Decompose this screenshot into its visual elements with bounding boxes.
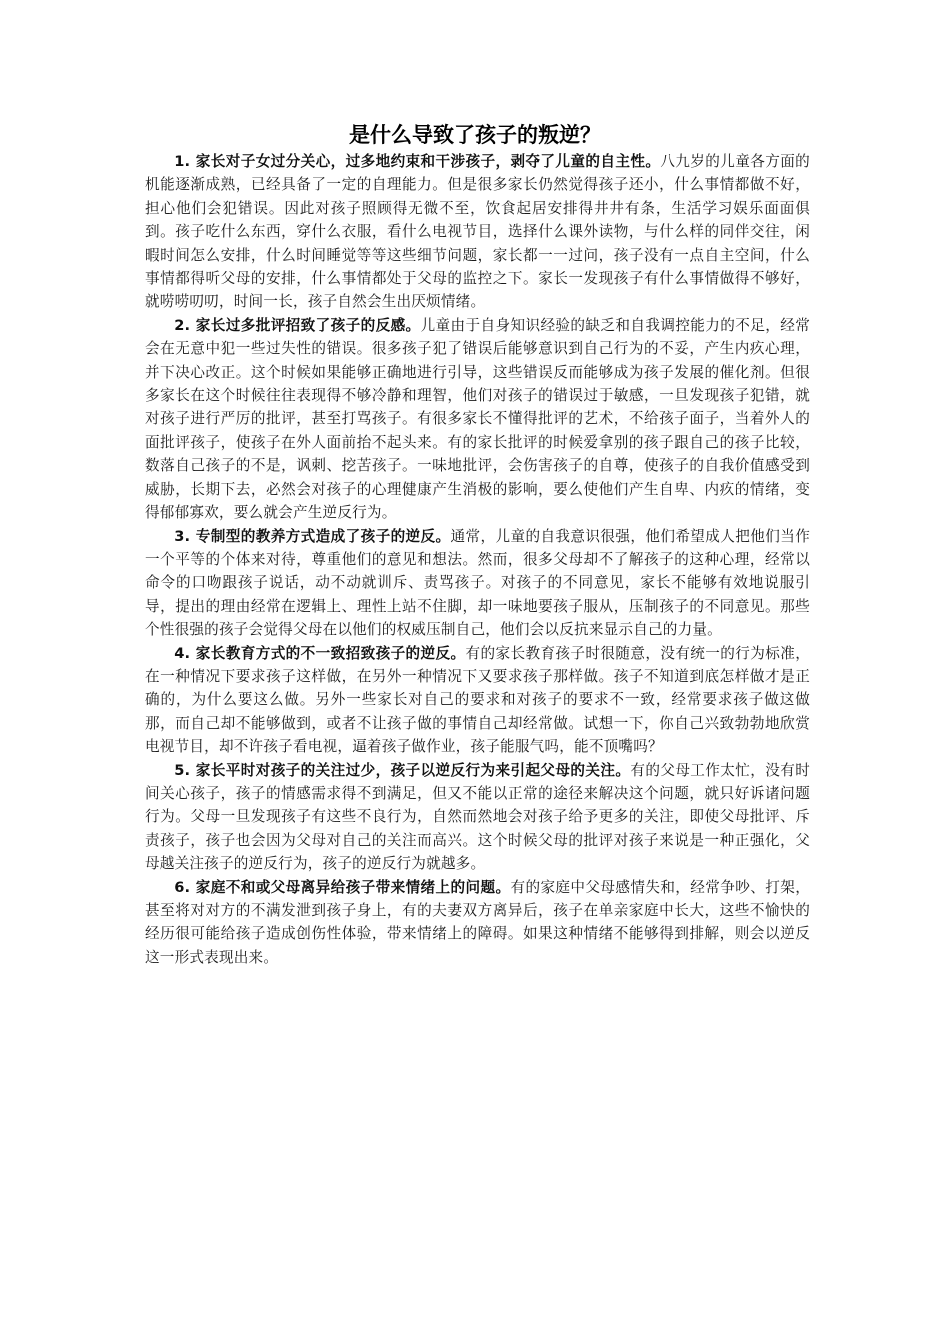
- paragraph-5-text: 有的父母工作太忙，没有时间关心孩子，孩子的情感需求得不到满足，但又不能以正常的途径来解决这个问题，就只好诉诸问题行为。父母一旦发现孩子有这些不良行为，自然而然地会对孩子给予更多的关注，即使父母批评、斥责孩子，孩子也会因为父母对自己的关注而高兴。这个时候父母的批评对孩子来说是一种正强化，父母越关注孩子的逆反行为，孩子的逆反行为就越多。: [145, 761, 810, 873]
- paragraph-3: [145, 525, 810, 642]
- paragraph-1-text: 八九岁的儿童各方面的机能逐渐成熟，已经具备了一定的自理能力。但是很多家长仍然觉得孩子还小，什么事情都做不好，担心他们会犯错误。因此对孩子照顾得无微不至，饮食起居安排得井井有条，生活学习娱乐面面俱到。孩子吃什么东西，穿什么衣服，看什么电视节目，选择什么课外读物，与什么样的同伴交往，闲暇时间怎么安排，什么时间睡觉等等这些细节问题，家长都一一过问，孩子没有一点自主空间，什么事情都得听父母的安排，什么事情都处于父母的监控之下。家长一发现孩子有什么事情做得不够好，就唠唠叨叨，时间一长，孩子自然会生出厌烦情绪。: [145, 153, 810, 311]
- paragraph-1-heading: 1. 家长对子女过分关心，过多地约束和干涉孩子，剥夺了儿童的自主性。: [174, 153, 661, 170]
- paragraph-6-text: 有的家庭中父母感情失和，经常争吵、打架，甚至将对对方的不满发泄到孩子身上，有的夫妻双方离异后，孩子在单亲家庭中长大，这些不愉快的经历很可能给孩子造成创伤性体验，带来情绪上的障碍。如果这种情绪不能够得到排解，则会以逆反这一形式表现出来。: [145, 878, 810, 966]
- paragraph-2-heading: 2. 家长过多批评招致了孩子的反感。: [174, 316, 421, 334]
- paragraph-4-heading: 4. 家长教育方式的不一致招致孩子的逆反。: [174, 644, 466, 662]
- paragraph-3-heading: 3. 专制型的教养方式造成了孩子的逆反。: [174, 527, 451, 545]
- paragraph-2-text: 儿童由于自身知识经验的缺乏和自我调控能力的不足，经常会在无意中犯一些过失性的错误。很多孩子犯了错误后能够意识到自己行为的不妥，产生内疚心理，并下决心改正。这个时候如果能够正确地进行引导，这些错误反而能够成为孩子发展的催化剂。但很多家长在这个时候往往表现得不够冷静和理智，他们对孩子的错误过于敏感，一旦发现孩子犯错，就对孩子进行严厉的批评，甚至打骂孩子。有很多家长不懂得批评的艺术，不给孩子面子，当着外人的面批评孩子，使孩子在外人面前抬不起头来。有的家长批评的时候爱拿别的孩子跟自己的孩子比较，数落自己孩子的不是，讽刺、挖苦孩子。一味地批评，会伤害孩子的自尊，使孩子的自我价值感受到威胁，长期下去，必然会对孩子的心理健康产生消极的影响，要么使他们产生自卑、内疚的情绪，变得郁郁寡欢，要么就会产生逆反行为。: [145, 316, 811, 522]
- page-title: 是什么导致了孩子的叛逆？: [349, 123, 601, 147]
- document-body: [145, 150, 810, 969]
- paragraph-5-heading: 5. 家长平时对孩子的关注过少，孩子以逆反行为来引起父母的关注。: [174, 761, 631, 779]
- paragraph-3-text: 通常，儿童的自我意识很强，他们希望成人把他们当作一个平等的个体来对待，尊重他们的意见和想法。然而，很多父母却不了解孩子的这种心理，经常以命令的口吻跟孩子说话，动不动就训斥、责骂孩子。对孩子的不同意见，家长不能够有效地说服引导，提出的理由经常在逻辑上、理性上站不住脚，却一味地要孩子服从，压制孩子的不同意见。那些个性很强的孩子会觉得父母在以他们的权威压制自己，他们会以反抗来显示自己的力量。: [145, 527, 811, 639]
- paragraph-5: [145, 759, 810, 876]
- paragraph-6: [145, 876, 810, 970]
- paragraph-4: [145, 642, 810, 759]
- paragraph-2: [145, 314, 810, 525]
- paragraph-4-text: 有的家长教育孩子时很随意，没有统一的行为标准，在一种情况下要求孩子这样做，在另外一种情况下又要求孩子那样做。孩子不知道到底怎样做才是正确的，为什么要这么做。另外一些家长对自己的要求和对孩子的要求不一致，经常要求孩子做这做那，而自己却不能够做到，或者不让孩子做的事情自己却经常做。试想一下，你自己兴致勃勃地欣赏电视节目，却不许孩子看电视，逼着孩子做作业，孩子能服气吗，能不顶嘴吗？: [145, 644, 810, 756]
- paragraph-1: [145, 150, 810, 314]
- paragraph-6-heading: 6. 家庭不和或父母离异给孩子带来情绪上的问题。: [174, 878, 511, 896]
